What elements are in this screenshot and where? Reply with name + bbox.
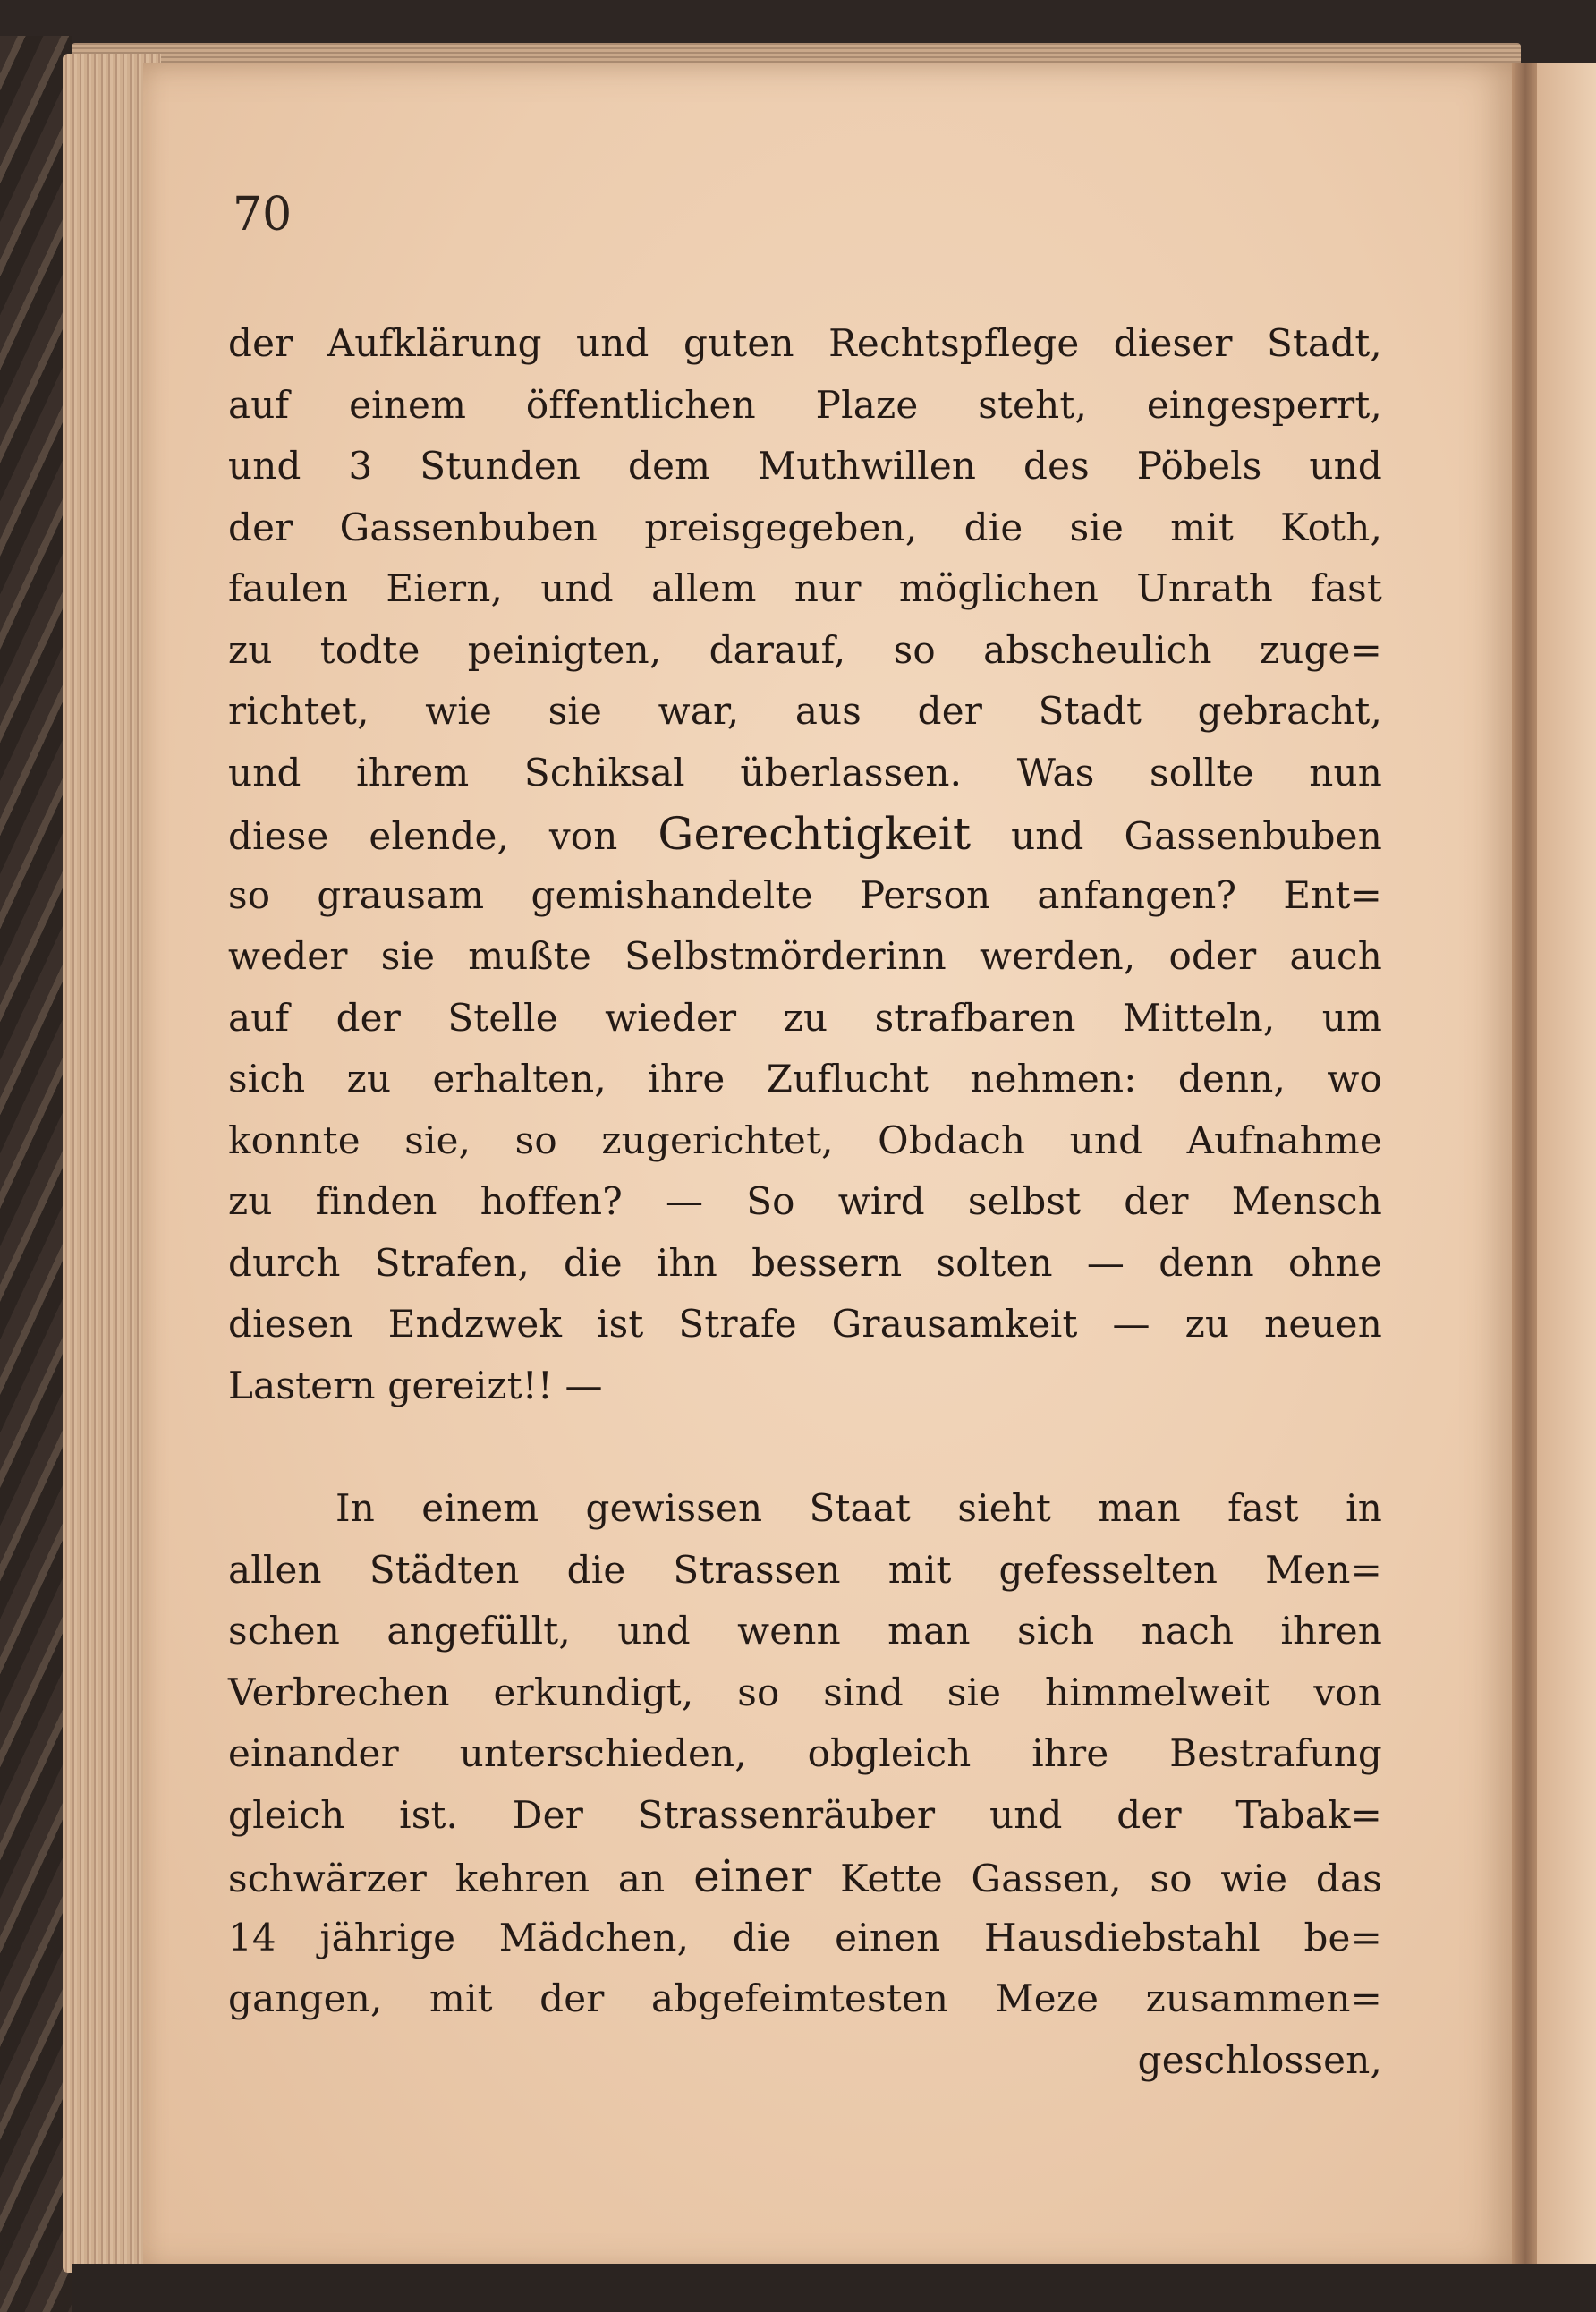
- paragraph-1: [228, 313, 1382, 1416]
- text-line: allen Städten die Strassen mit gefesselten Men=: [228, 1547, 1382, 1592]
- text-line: durch Strafen, die ihn bessern solten — denn ohne: [228, 1240, 1382, 1285]
- text-line: sich zu erhalten, ihre Zuflucht nehmen: denn, wo: [228, 1057, 1382, 1101]
- text-line: schen angefüllt, und wenn man sich nach ihren: [228, 1609, 1382, 1653]
- text-line: einander unterschieden, obgleich ihre Bestrafung: [228, 1731, 1382, 1775]
- marbled-cover: [0, 36, 72, 2312]
- text-line: der Gassenbuben preisgegeben, die sie mit Koth,: [228, 505, 1382, 549]
- text-line-emphasis: [228, 1846, 1382, 1908]
- text-line: gleich ist. Der Strassenräuber und der Tabak=: [228, 1792, 1382, 1837]
- text-line: und ihrem Schiksal überlassen. Was sollte nun: [228, 750, 1382, 795]
- text-line: auf der Stelle wieder zu strafbaren Mitteln, um: [228, 995, 1382, 1040]
- text-line: auf einem öffentlichen Plaze steht, eingesperrt,: [228, 382, 1382, 427]
- emphasized-word: einer: [693, 1850, 812, 1902]
- text-segment: Kette Gassen, so wie das: [840, 1857, 1382, 1900]
- text-line: weder sie mußte Selbstmörderinn werden, oder auch: [228, 934, 1382, 978]
- text-segment: und Gassenbuben: [1011, 814, 1382, 858]
- text-line: Lastern gereizt!! —: [228, 1363, 603, 1407]
- book-gutter: [1512, 63, 1539, 2273]
- text-line: faulen Eiern, und allem nur möglichen Unrath fast: [228, 566, 1382, 610]
- text-line: der Aufklärung und guten Rechtspflege dieser Stadt,: [228, 321, 1382, 365]
- text-line: Verbrechen erkundigt, so sind sie himmelweit von: [228, 1670, 1382, 1714]
- text-line: diesen Endzwek ist Strafe Grausamkeit — zu neuen: [228, 1302, 1382, 1346]
- text-line: zu todte peinigten, darauf, so abscheulich zuge=: [228, 627, 1382, 672]
- bottom-shadow: [72, 2264, 1596, 2312]
- facing-page-edge: [1537, 63, 1596, 2273]
- text-line: richtet, wie sie war, aus der Stadt gebracht,: [228, 689, 1382, 733]
- text-line: 14 jährige Mädchen, die einen Hausdiebstahl be=: [228, 1915, 1382, 1959]
- text-line-emphasis: [228, 803, 1382, 865]
- paragraph-2: [228, 1478, 1382, 2091]
- text-line: konnte sie, so zugerichtet, Obdach und Aufnahme: [228, 1118, 1382, 1162]
- text-segment: schwärzer kehren an: [228, 1857, 666, 1900]
- text-line: zu finden hoffen? — So wird selbst der Mensch: [228, 1179, 1382, 1223]
- text-line: so grausam gemishandelte Person anfangen? Ent=: [228, 872, 1382, 917]
- text-line: gangen, mit der abgefeimtesten Meze zusammen=: [228, 1976, 1382, 2020]
- page-number: 70: [233, 188, 293, 242]
- text-segment: diese elende, von: [228, 814, 618, 858]
- text-line: In einem gewissen Staat sieht man fast in: [335, 1486, 1382, 1530]
- emphasized-word: Gerechtigkeit: [658, 808, 972, 860]
- text-line: geschlossen,: [1137, 2037, 1382, 2082]
- text-line: und 3 Stunden dem Muthwillen des Pöbels und: [228, 444, 1382, 488]
